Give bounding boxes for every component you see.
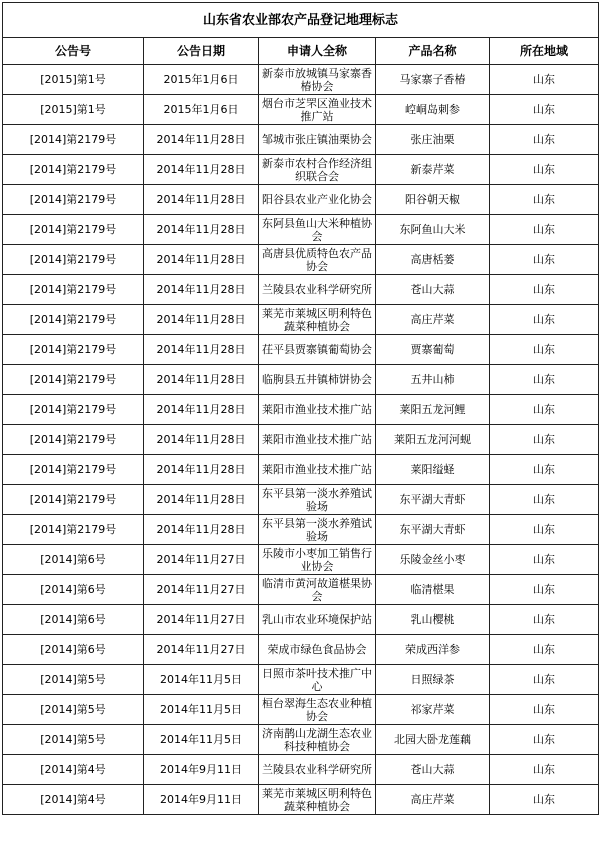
cell-product: 日照绿茶 [376,665,490,695]
cell-region: 山东 [490,185,599,215]
cell-region: 山东 [490,695,599,725]
cell-region: 山东 [490,395,599,425]
table-row [3,425,599,455]
cell-announcement-date: 2014年11月28日 [144,245,259,275]
cell-announcement-date: 2014年11月27日 [144,545,259,575]
table-row [3,485,599,515]
cell-announcement-no: [2014]第2179号 [3,485,144,515]
cell-applicant: 东平县第一淡水养殖试验场 [259,515,376,545]
table-row [3,515,599,545]
cell-applicant: 乳山市农业环境保护站 [259,605,376,635]
table-row [3,185,599,215]
cell-product: 崆峒岛刺参 [376,95,490,125]
table-row [3,215,599,245]
cell-applicant: 新泰市农村合作经济组织联合会 [259,155,376,185]
cell-announcement-no: [2014]第2179号 [3,275,144,305]
table-row [3,695,599,725]
cell-announcement-date: 2014年11月28日 [144,485,259,515]
column-header-announcement-date: 公告日期 [144,38,259,65]
table-row [3,395,599,425]
cell-region: 山东 [490,755,599,785]
cell-region: 山东 [490,605,599,635]
cell-announcement-date: 2014年11月28日 [144,335,259,365]
cell-announcement-date: 2014年11月28日 [144,395,259,425]
cell-applicant: 临朐县五井镇柿饼协会 [259,365,376,395]
column-header-announcement-no: 公告号 [3,38,144,65]
cell-announcement-date: 2014年11月28日 [144,455,259,485]
cell-announcement-date: 2014年11月27日 [144,605,259,635]
cell-region: 山东 [490,275,599,305]
cell-product: 北园大卧龙莲藕 [376,725,490,755]
cell-applicant: 日照市茶叶技术推广中心 [259,665,376,695]
cell-product: 高唐栝蒌 [376,245,490,275]
cell-announcement-no: [2015]第1号 [3,65,144,95]
table-row [3,125,599,155]
cell-announcement-date: 2014年11月28日 [144,305,259,335]
cell-announcement-no: [2014]第2179号 [3,335,144,365]
cell-applicant: 桓台翠海生态农业种植协会 [259,695,376,725]
cell-product: 临清椹果 [376,575,490,605]
cell-applicant: 临清市黄河故道椹果协会 [259,575,376,605]
cell-announcement-no: [2014]第6号 [3,635,144,665]
cell-region: 山东 [490,95,599,125]
cell-announcement-no: [2014]第2179号 [3,515,144,545]
cell-product: 马家寨子香椿 [376,65,490,95]
cell-announcement-date: 2014年11月5日 [144,695,259,725]
cell-announcement-date: 2014年11月28日 [144,365,259,395]
cell-region: 山东 [490,335,599,365]
cell-announcement-date: 2014年11月28日 [144,425,259,455]
table-row [3,635,599,665]
column-header-product: 产品名称 [376,38,490,65]
cell-announcement-no: [2014]第5号 [3,695,144,725]
cell-product: 新泰芹菜 [376,155,490,185]
cell-announcement-no: [2014]第2179号 [3,245,144,275]
table-row [3,155,599,185]
cell-region: 山东 [490,305,599,335]
cell-announcement-no: [2014]第2179号 [3,125,144,155]
cell-applicant: 茌平县贾寨镇葡萄协会 [259,335,376,365]
cell-region: 山东 [490,545,599,575]
cell-product: 莱阳五龙河鲤 [376,395,490,425]
cell-product: 祁家芹菜 [376,695,490,725]
cell-announcement-date: 2015年1月6日 [144,95,259,125]
cell-applicant: 兰陵县农业科学研究所 [259,755,376,785]
table-header-row [3,38,599,65]
table-row [3,65,599,95]
cell-announcement-no: [2014]第5号 [3,665,144,695]
cell-applicant: 荣成市绿色食品协会 [259,635,376,665]
table-row [3,275,599,305]
cell-product: 乐陵金丝小枣 [376,545,490,575]
cell-announcement-no: [2014]第2179号 [3,425,144,455]
cell-announcement-date: 2014年9月11日 [144,755,259,785]
column-header-applicant: 申请人全称 [259,38,376,65]
cell-applicant: 阳谷县农业产业化协会 [259,185,376,215]
cell-product: 阳谷朝天椒 [376,185,490,215]
cell-region: 山东 [490,365,599,395]
cell-region: 山东 [490,215,599,245]
cell-announcement-date: 2015年1月6日 [144,65,259,95]
cell-announcement-no: [2014]第4号 [3,755,144,785]
cell-region: 山东 [490,125,599,155]
cell-region: 山东 [490,665,599,695]
cell-announcement-date: 2014年11月28日 [144,515,259,545]
cell-product: 苍山大蒜 [376,755,490,785]
cell-product: 东平湖大青虾 [376,515,490,545]
cell-announcement-date: 2014年11月28日 [144,155,259,185]
cell-announcement-no: [2014]第2179号 [3,305,144,335]
cell-applicant: 东平县第一淡水养殖试验场 [259,485,376,515]
cell-applicant: 莱阳市渔业技术推广站 [259,395,376,425]
cell-region: 山东 [490,245,599,275]
cell-product: 苍山大蒜 [376,275,490,305]
cell-applicant: 莱阳市渔业技术推广站 [259,455,376,485]
cell-applicant: 高唐县优质特色农产品协会 [259,245,376,275]
cell-region: 山东 [490,425,599,455]
column-header-region: 所在地域 [490,38,599,65]
cell-applicant: 兰陵县农业科学研究所 [259,275,376,305]
cell-region: 山东 [490,725,599,755]
cell-product: 高庄芹菜 [376,305,490,335]
table-row [3,605,599,635]
cell-product: 张庄油栗 [376,125,490,155]
table-row [3,455,599,485]
cell-announcement-no: [2014]第4号 [3,785,144,815]
cell-announcement-no: [2014]第2179号 [3,185,144,215]
cell-announcement-date: 2014年11月28日 [144,125,259,155]
cell-announcement-date: 2014年11月28日 [144,275,259,305]
cell-region: 山东 [490,785,599,815]
cell-region: 山东 [490,635,599,665]
cell-applicant: 乐陵市小枣加工销售行业协会 [259,545,376,575]
cell-announcement-no: [2014]第5号 [3,725,144,755]
cell-announcement-no: [2015]第1号 [3,95,144,125]
cell-region: 山东 [490,515,599,545]
table-row [3,305,599,335]
table-row [3,365,599,395]
cell-announcement-no: [2014]第2179号 [3,365,144,395]
cell-applicant: 莱芜市莱城区明利特色蔬菜种植协会 [259,785,376,815]
cell-announcement-no: [2014]第6号 [3,605,144,635]
table-row [3,245,599,275]
cell-applicant: 烟台市芝罘区渔业技术推广站 [259,95,376,125]
cell-product: 五井山柿 [376,365,490,395]
table-body [3,65,599,815]
cell-product: 贾寨葡萄 [376,335,490,365]
cell-announcement-no: [2014]第2179号 [3,155,144,185]
table-row [3,755,599,785]
cell-announcement-no: [2014]第2179号 [3,455,144,485]
cell-product: 东平湖大青虾 [376,485,490,515]
table-row [3,545,599,575]
cell-applicant: 东阿县鱼山大米种植协会 [259,215,376,245]
cell-applicant: 莱芜市莱城区明利特色蔬菜种植协会 [259,305,376,335]
table-row [3,335,599,365]
cell-applicant: 邹城市张庄镇油栗协会 [259,125,376,155]
cell-announcement-no: [2014]第6号 [3,545,144,575]
table-row [3,785,599,815]
cell-product: 莱阳缢蛏 [376,455,490,485]
cell-product: 莱阳五龙河河蚬 [376,425,490,455]
table-row [3,95,599,125]
cell-product: 乳山樱桃 [376,605,490,635]
table-row [3,725,599,755]
cell-region: 山东 [490,575,599,605]
table-title: 山东省农业部农产品登记地理标志 [3,3,599,38]
cell-region: 山东 [490,485,599,515]
cell-announcement-date: 2014年11月5日 [144,725,259,755]
table-title-row [3,3,599,38]
cell-applicant: 莱阳市渔业技术推广站 [259,425,376,455]
cell-announcement-date: 2014年11月27日 [144,575,259,605]
cell-product: 荣成西洋参 [376,635,490,665]
cell-announcement-no: [2014]第2179号 [3,215,144,245]
cell-applicant: 济南鹊山龙湖生态农业科技种植协会 [259,725,376,755]
cell-applicant: 新泰市放城镇马家寨香椿协会 [259,65,376,95]
cell-region: 山东 [490,155,599,185]
cell-announcement-date: 2014年11月5日 [144,665,259,695]
cell-announcement-date: 2014年11月27日 [144,635,259,665]
cell-announcement-date: 2014年9月11日 [144,785,259,815]
cell-announcement-no: [2014]第6号 [3,575,144,605]
cell-product: 高庄芹菜 [376,785,490,815]
cell-announcement-date: 2014年11月28日 [144,185,259,215]
geo-indication-table [2,2,599,815]
cell-region: 山东 [490,455,599,485]
cell-region: 山东 [490,65,599,95]
table-row [3,575,599,605]
cell-announcement-date: 2014年11月28日 [144,215,259,245]
cell-announcement-no: [2014]第2179号 [3,395,144,425]
cell-product: 东阿鱼山大米 [376,215,490,245]
table-row [3,665,599,695]
